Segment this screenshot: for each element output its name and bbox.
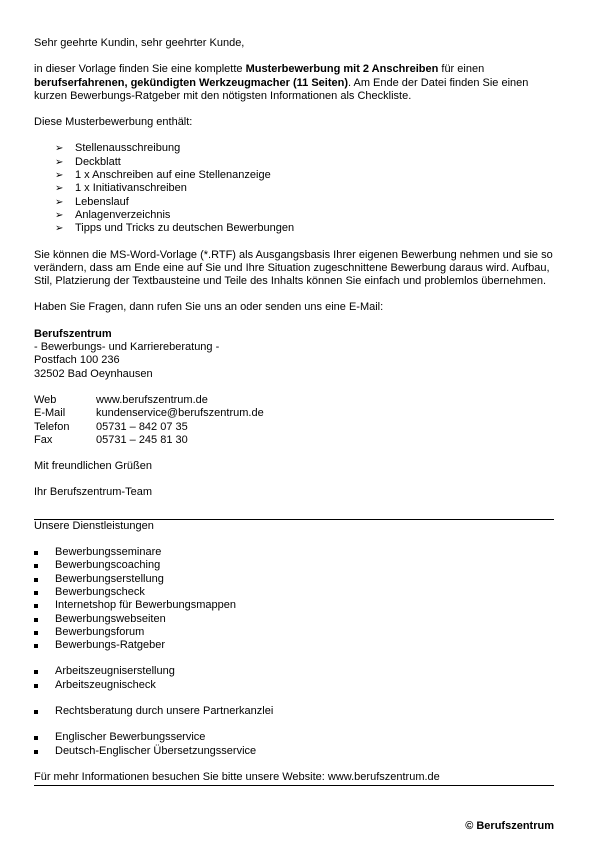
- square-bullet-icon: [34, 578, 38, 582]
- list-item: [34, 731, 554, 744]
- list-item: [34, 169, 554, 182]
- list-item: [34, 182, 554, 195]
- company-name: Berufszentrum: [34, 327, 112, 340]
- arrow-bullet-icon: ➢: [55, 196, 64, 208]
- address-block: [34, 328, 554, 381]
- list-item-label: Bewerbungsseminare: [55, 546, 162, 559]
- list-item: [34, 705, 554, 718]
- contact-block: [34, 394, 554, 447]
- intro-paragraph: [34, 63, 554, 103]
- intro-text-3: . Am Ende der Datei finden Sie einen kurzen Bewerbungs-Ratgeber mit den nötigsten Informationen als Checkliste.: [34, 76, 529, 102]
- city: 32502 Bad Oeynhausen: [34, 367, 153, 380]
- square-bullet-icon: [34, 750, 38, 754]
- contact-label: E-Mail: [34, 407, 66, 420]
- list-item-label: Bewerbungscoaching: [55, 559, 161, 572]
- list-item-label: Bewerbungswebseiten: [55, 612, 166, 625]
- services-list-4: [34, 731, 554, 758]
- services-list-3: [34, 705, 554, 718]
- list-item-label: Bewerbungscheck: [55, 585, 145, 598]
- square-bullet-icon: [34, 591, 38, 595]
- intro-bold-2: berufserfahrenen, gekündigten Werkzeugmacher (11 Seiten): [34, 76, 348, 89]
- list-item-label: Lebenslauf: [75, 195, 129, 208]
- square-bullet-icon: [34, 564, 38, 568]
- list-item: [34, 156, 554, 169]
- square-bullet-icon: [34, 670, 38, 674]
- list-item-label: 1 x Initiativanschreiben: [75, 182, 187, 195]
- list-item: [34, 745, 554, 758]
- list-item: [34, 546, 554, 559]
- website-link[interactable]: www.berufszentrum.de: [96, 393, 208, 406]
- signature: Ihr Berufszentrum-Team: [34, 486, 152, 499]
- letter-body: [34, 37, 554, 786]
- square-bullet-icon: [34, 604, 38, 608]
- list-item-label: Englischer Bewerbungsservice: [55, 731, 206, 744]
- contact-row-web: [34, 394, 554, 407]
- arrow-bullet-icon: ➢: [55, 156, 64, 168]
- contents-heading: Diese Musterbewerbung enthält:: [34, 116, 193, 129]
- square-bullet-icon: [34, 684, 38, 688]
- list-item-label: Arbeitszeugnischeck: [55, 678, 156, 691]
- square-bullet-icon: [34, 644, 38, 648]
- services-list-2: [34, 665, 554, 692]
- list-item-label: Deckblatt: [75, 155, 121, 168]
- list-item: [34, 209, 554, 222]
- greeting: Sehr geehrte Kundin, sehr geehrter Kunde,: [34, 37, 245, 49]
- contents-list: [34, 142, 554, 235]
- contact-row-phone: [34, 421, 554, 434]
- square-bullet-icon: [34, 551, 38, 555]
- arrow-bullet-icon: ➢: [55, 183, 64, 195]
- arrow-bullet-icon: ➢: [55, 223, 64, 235]
- list-item: [34, 142, 554, 155]
- list-item-label: 1 x Anschreiben auf eine Stellenanzeige: [75, 169, 271, 182]
- list-item: [34, 586, 554, 599]
- square-bullet-icon: [34, 736, 38, 740]
- list-item: [34, 222, 554, 235]
- list-item-label: Bewerbungserstellung: [55, 572, 164, 585]
- list-item-label: Stellenausschreibung: [75, 142, 181, 155]
- questions-paragraph: Haben Sie Fragen, dann rufen Sie uns an oder senden uns eine E-Mail:: [34, 301, 384, 314]
- list-item-label: Deutsch-Englischer Übersetzungsservice: [55, 744, 257, 757]
- email-link[interactable]: kundenservice@berufszentrum.de: [96, 407, 264, 420]
- contact-row-fax: [34, 434, 554, 447]
- arrow-bullet-icon: ➢: [55, 170, 64, 182]
- services-heading: Unsere Dienstleistungen: [34, 519, 154, 532]
- copyright-notice: © Berufszentrum: [465, 820, 554, 832]
- usage-paragraph: Sie können die MS-Word-Vorlage (*.RTF) als Ausgangsbasis Ihrer eigenen Bewerbung nehmen und sie so verändern, dass am Ende eine auf Sie und Ihre Situation zugeschnittene Bewerbung daraus wird. Aufbau, Stil, Platzierung der Textbausteine und Teile des Inhalts können Sie einfach und problemlos übernehmen.: [34, 248, 553, 288]
- list-item-label: Tipps und Tricks zu deutschen Bewerbungen: [75, 222, 295, 235]
- list-item: [34, 639, 554, 652]
- contact-label: Telefon: [34, 420, 70, 433]
- square-bullet-icon: [34, 618, 38, 622]
- more-info-line: Für mehr Informationen besuchen Sie bitte unsere Website: www.berufszentrum.de: [34, 771, 554, 786]
- services-divider: [34, 519, 554, 533]
- services-list-1: [34, 546, 554, 652]
- list-item-label: Bewerbungs-Ratgeber: [55, 639, 166, 652]
- contact-label: Web: [34, 393, 57, 406]
- list-item-label: Anlagenverzeichnis: [75, 208, 171, 221]
- list-item: [34, 559, 554, 572]
- phone-value: 05731 – 842 07 35: [96, 420, 188, 433]
- closing: Mit freundlichen Grüßen: [34, 460, 152, 473]
- intro-text-1: in dieser Vorlage finden Sie eine komplette: [34, 63, 246, 76]
- contact-row-email: [34, 407, 554, 420]
- company-subtitle: - Bewerbungs- und Karriereberatung -: [34, 341, 220, 354]
- list-item: [34, 626, 554, 639]
- arrow-bullet-icon: ➢: [55, 209, 64, 221]
- arrow-bullet-icon: ➢: [55, 143, 64, 155]
- contact-label: Fax: [34, 433, 53, 446]
- square-bullet-icon: [34, 710, 38, 714]
- list-item: [34, 679, 554, 692]
- list-item: [34, 599, 554, 612]
- list-item-label: Arbeitszeugniserstellung: [55, 665, 175, 678]
- list-item-label: Internetshop für Bewerbungsmappen: [55, 599, 237, 612]
- list-item: [34, 196, 554, 209]
- list-item: [34, 665, 554, 678]
- fax-value: 05731 – 245 81 30: [96, 433, 188, 446]
- intro-text-2: für einen: [438, 63, 485, 76]
- list-item: [34, 573, 554, 586]
- street: Postfach 100 236: [34, 354, 120, 367]
- intro-bold-1: Musterbewerbung mit 2 Anschreiben: [245, 63, 439, 76]
- list-item: [34, 613, 554, 626]
- list-item-label: Bewerbungsforum: [55, 625, 145, 638]
- square-bullet-icon: [34, 631, 38, 635]
- list-item-label: Rechtsberatung durch unsere Partnerkanzlei: [55, 704, 274, 717]
